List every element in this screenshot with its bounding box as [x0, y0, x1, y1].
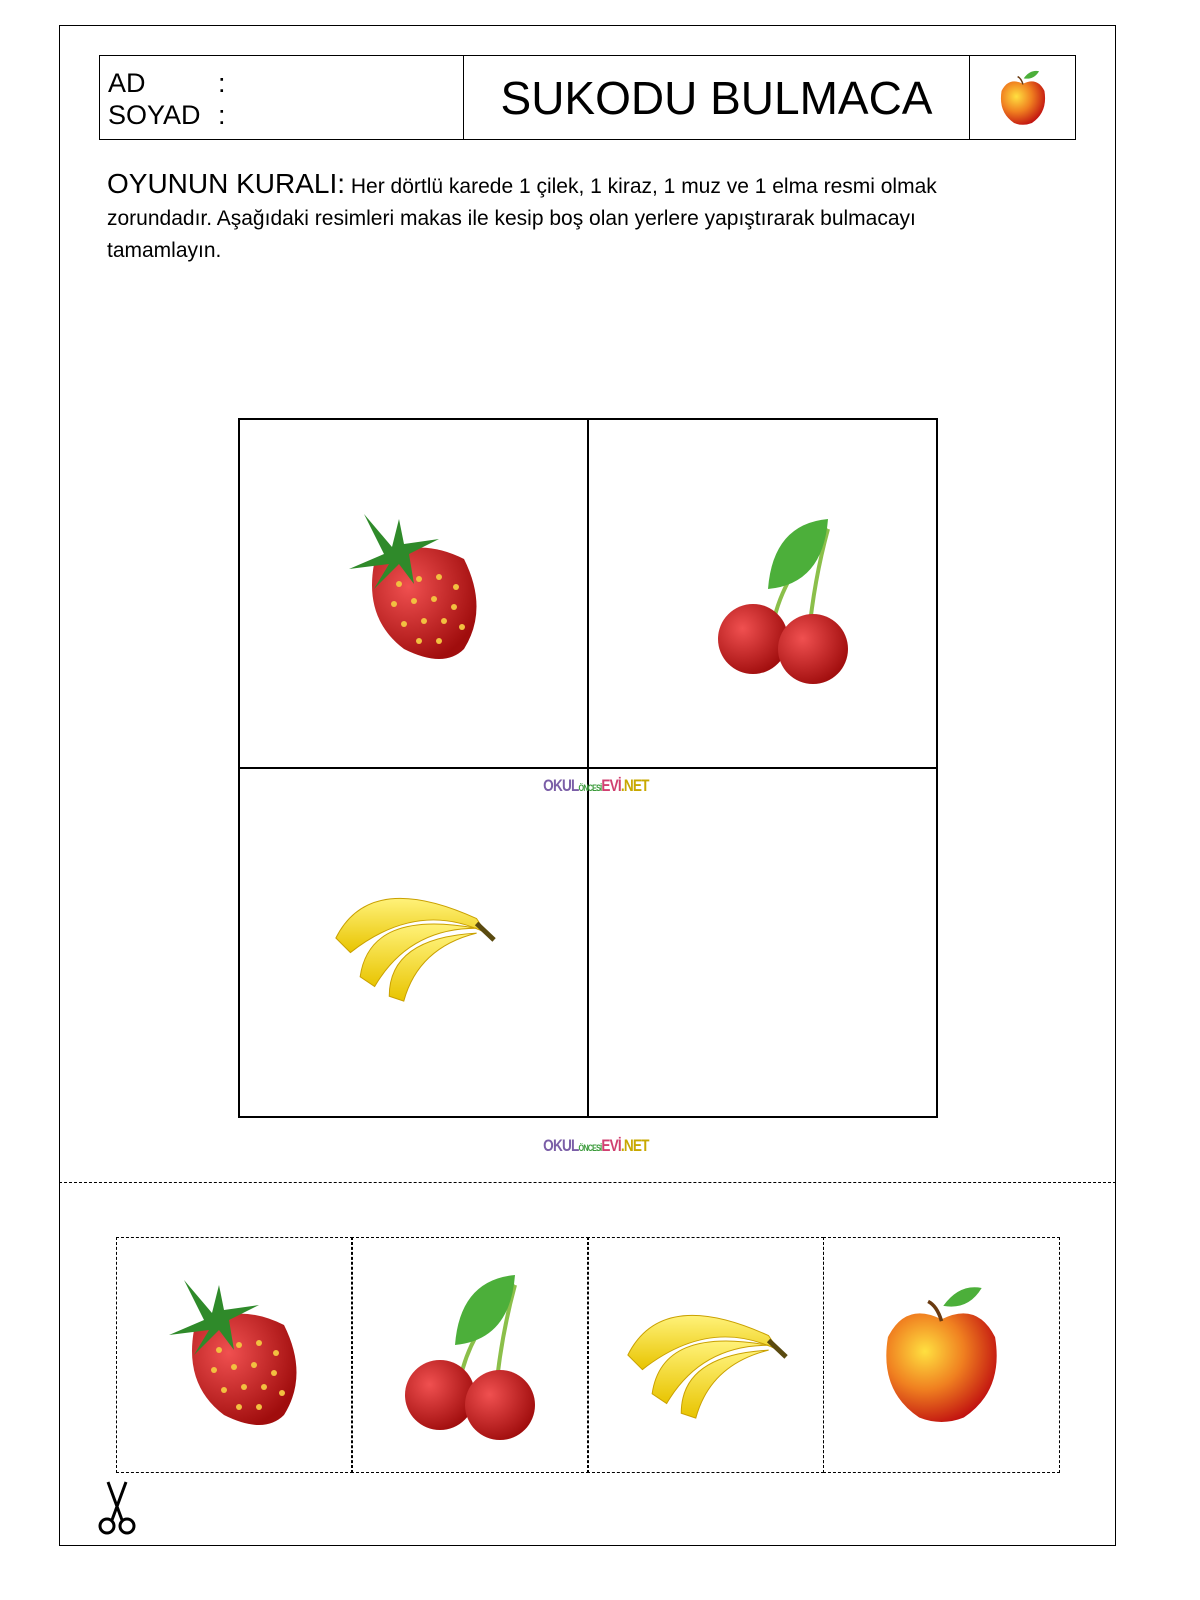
- grid-cell-strawberry: [239, 419, 588, 768]
- watermark-bottom: OKULÖNCESİEVİ.NET: [543, 1136, 649, 1155]
- scissors-icon: [96, 1480, 138, 1541]
- cut-line: [59, 1182, 1116, 1183]
- name-fields: [100, 56, 464, 139]
- strawberry-icon: [164, 1275, 304, 1435]
- cutout-cherry[interactable]: [351, 1237, 588, 1473]
- cutout-banana[interactable]: [587, 1237, 824, 1473]
- cutout-apple[interactable]: [823, 1237, 1060, 1473]
- ad-label: AD: [108, 68, 146, 98]
- game-rules: [107, 168, 1007, 267]
- grid-cell-banana: [239, 768, 588, 1117]
- cherry-icon: [713, 514, 853, 684]
- strawberry-icon: [344, 509, 484, 669]
- cutout-row: [117, 1237, 1060, 1473]
- rules-text: Her dörtlü karede 1 çilek, 1 kiraz, 1 muz ve 1 elma resmi olmak zorundadır. Aşağıdaki resimleri makas ile kesip boş olan yerlere yapıştırarak bulmacayı tamamlayın.: [107, 175, 937, 262]
- ad-colon: :: [218, 68, 226, 98]
- banana-icon: [331, 868, 496, 1008]
- sudoku-grid: [238, 418, 938, 1118]
- page-title: SUKODU BULMACA: [464, 56, 970, 139]
- apple-icon: [970, 56, 1075, 139]
- watermark: OKULÖNCESİEVİ.NET: [543, 776, 649, 795]
- rules-heading: OYUNUN KURALI:: [107, 168, 346, 199]
- header-table: [99, 55, 1076, 140]
- grid-cell-cherry: [588, 419, 937, 768]
- apple-icon: [879, 1280, 1004, 1430]
- cutout-strawberry[interactable]: [116, 1237, 353, 1473]
- banana-icon: [623, 1285, 788, 1425]
- grid-cell-empty[interactable]: [588, 768, 937, 1117]
- cherry-icon: [400, 1270, 540, 1440]
- soyad-colon: :: [218, 100, 226, 130]
- soyad-label: SOYAD: [108, 100, 201, 130]
